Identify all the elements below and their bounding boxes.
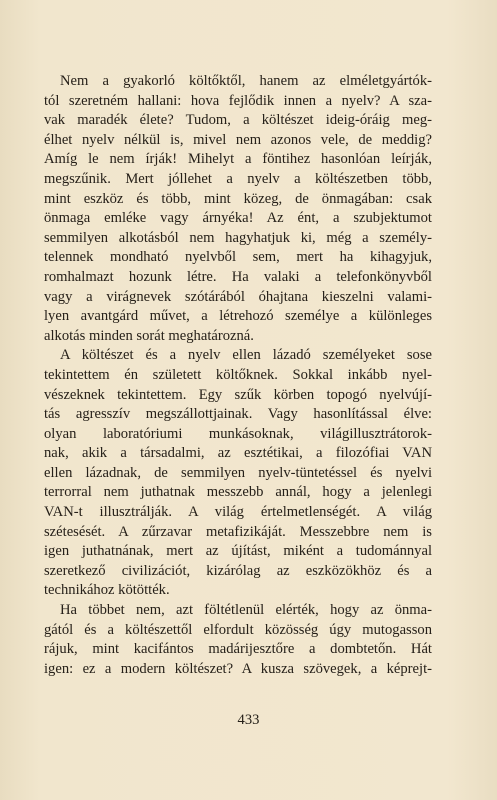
text-line: gától és a költészettől elfordult közösség úgy mutogasson [44, 621, 432, 638]
text-line: A költészet és a nyelv ellen lázadó személyeket sose [60, 347, 432, 364]
text-line: telennek mondható nyelvből sem, mert ha kihagyjuk, [44, 249, 432, 266]
text-line: Amíg le nem írják! Mihelyt a föntihez hasonlóan leírják, [44, 151, 432, 168]
text-line: alkotás minden sorát meghatározná. [44, 327, 254, 344]
text-line: Nem a gyakorló költőktől, hanem az elméletgyártók- [60, 73, 432, 89]
text-line: ellen lázadnak, de semmilyen nyelv-tüntetéssel és nyelvi [44, 464, 432, 481]
text-line: vagy a virágnevek szótárából óhajtana kieszelni valami- [44, 288, 432, 305]
text-line: vészeknek tekintettem. Egy szűk körben topogó nyelvújí- [44, 386, 432, 403]
text-line: megszűnik. Mert jóllehet a nyelv a költészetben több, [44, 170, 432, 187]
text-line: tól szeretném hallani: hova fejlődik innen a nyelv? A sza- [44, 92, 432, 109]
text-line: semmilyen alkotásból nem hagyhatjuk ki, még a személy- [44, 229, 432, 246]
text-line: önmaga emléke vagy árnyéka! Az ént, a szubjektumot [44, 210, 432, 227]
text-line: igen juthatnának, mert az újítást, miként a tudománnyal [44, 543, 432, 560]
text-line: vak maradék élete? Tudom, a költészet ideig-óráig meg- [44, 112, 432, 129]
text-line: élhet nyelv nélkül is, mivel nem azonos vele, de meddig? [44, 131, 432, 148]
text-line: szétesését. A zűrzavar metafizikáját. Messzebbre nem is [44, 523, 432, 540]
text-line: Ha többet nem, azt föltétlenül elérték, hogy az önma- [60, 602, 432, 619]
text-line: olyan laboratóriumi munkásoknak, világillusztrátorok- [44, 425, 432, 442]
text-line: mint eszköz és több, mint közeg, de önmagában: csak [44, 190, 432, 207]
text-line: szeretkező civilizációt, kizárólag az eszközökhöz és a [44, 562, 432, 579]
body-text [44, 72, 432, 679]
text-line: romhalmazt hozunk létre. Ha valaki a telefonkönyvből [44, 268, 432, 285]
text-line: technikához kötötték. [44, 582, 170, 599]
text-line: igen: ez a modern költészet? A kusza szövegek, a képrejt- [44, 660, 432, 677]
text-line: terrorral nem juthatnak messzebb annál, hogy a jelenlegi [44, 484, 432, 501]
text-line: lyen avantgárd művet, a létrehozó személye a különleges [44, 308, 432, 325]
text-line: tekintettem én született költőknek. Sokkal inkább nyel- [44, 366, 432, 383]
text-line: VAN-t illusztrálják. A világ értelmetlenségét. A világ [44, 504, 432, 521]
text-line: rájuk, mint kacifántos madárijesztőre a dombtetőn. Hát [44, 641, 432, 658]
page-number: 433 [237, 712, 260, 728]
text-line: tás agresszív megszállottjainak. Vagy hasonlítással élve: [44, 406, 432, 423]
text-line: nak, akik a társadalmi, az esztétikai, a filozófiai VAN [44, 445, 432, 462]
